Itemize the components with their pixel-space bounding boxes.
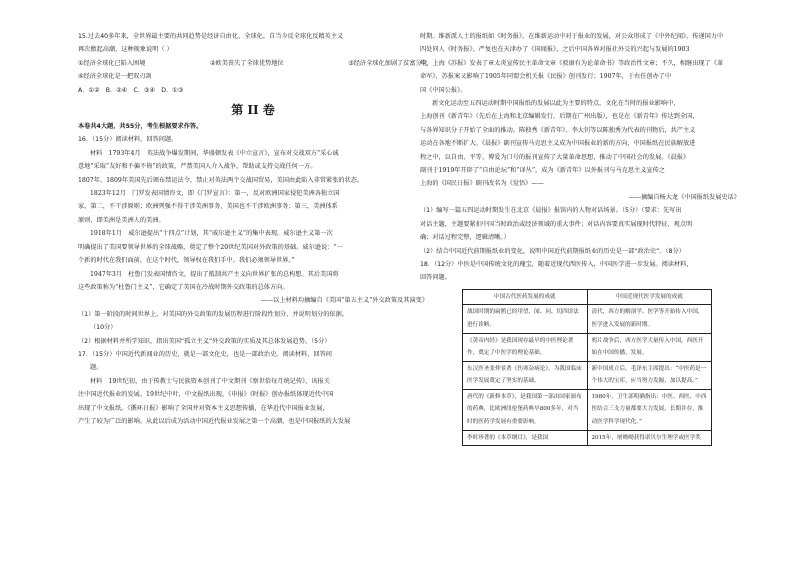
table-cell: 2015年，屠呦呦获得诺贝尔生理学或医学奖 bbox=[587, 430, 712, 446]
table-row bbox=[463, 333, 712, 361]
q16-stem: 16．（15分）阅读材料，回答问题。 bbox=[78, 136, 178, 144]
table-row bbox=[463, 430, 712, 446]
q17-continued-line: 程之中，以自由、平等、博爱为口号的报刊宣传了大量革命思想，推动了中国社会的发展。《晨报》 bbox=[420, 153, 690, 161]
q17-material-line: 产生了较为广泛的影响。从此以后成为活动中国近代报业发展之第一个高潮，也是中国报纸的大发展 bbox=[78, 417, 351, 425]
q16-material-line: 意地”采取“友好和不偏不倚”的政策，严禁美国人介入战争，帮助或支持交战任何一方。 bbox=[78, 163, 317, 171]
q15-option-3: ③经济全球化加剧了贫富分化 bbox=[348, 59, 428, 67]
q17-continued-line: 新文化运动至五四运动时期中国报纸的发展以此为主要的特点，文化在当时的报业影响中， bbox=[432, 100, 680, 108]
q15-stem-line2: 再次掀起高潮，这种现象说明（ ） bbox=[78, 46, 173, 54]
q17-subquestion-1-line2: 对话主题，主题要紧扣中国当时政治或经济领域的重大事件；对话内容要真实展现时代特征，观点明 bbox=[420, 220, 693, 228]
q15-option-4: ④经济全球化是一把双刃剑 bbox=[78, 73, 152, 81]
q17-stem-line1: 17．（15分）中国近代新闻业的历史，就是一部文化史，也是一部政治史。阅读材料，回答问 bbox=[78, 350, 332, 358]
table-cell: 鸦片战争后，西方医学大量传入中国，西医开始在中国传播、发展。 bbox=[587, 333, 712, 361]
q16-subquestion-1: （1）第一阶段的时间世界上，对美国的外交政策的发展历程进行阶段性划分，并说明划分的依据。 bbox=[78, 310, 348, 318]
table-cell: 东汉医圣张仲景著《伤寒杂病论》，为我国临床医学发展奠定了坚实的基础。 bbox=[463, 361, 588, 389]
medicine-table bbox=[462, 289, 712, 447]
table-cell: 1980年，卫生部明确指出：中医、西医、中西医结合三支力量都要大力发展，长期并存，推动医学科学现代化。” bbox=[587, 389, 712, 430]
q17-material-line: 材料 19世纪初，由于传教士与民族资本创刊了中文期刊《察世俗每月统记传》，该报关 bbox=[90, 377, 330, 385]
q17-material-line: 注中国近代报业的发展。19世纪中叶，中文报纸出现，《申报》《时报》创办报纸体现近代中国 bbox=[78, 391, 334, 399]
q17-continued-line: 时期。维新派人士的报纸如《时务报》，在维新运动中对于报业的发展，对公众形成了《中外纪闻》，传递国力中 bbox=[420, 33, 724, 40]
left-column bbox=[78, 30, 428, 428]
table-header-row bbox=[463, 289, 712, 305]
q16-subquestion-1-score: （10分） bbox=[90, 324, 117, 332]
q17-stem-line2: 题。 bbox=[90, 364, 103, 372]
table-row bbox=[463, 361, 712, 389]
q17-subquestion-2: （2）结合中国近代前期报纸业的变化，说明中国近代前期报纸业的历史是一部“政治史”。（8分） bbox=[420, 247, 685, 255]
table-cell: 新中国成立后，毛泽东主席提出：“中医药是一个伟大的宝库，应当努力发掘，加以提高。” bbox=[587, 361, 712, 389]
q16-material-line: 明确提出了美国要领导世界的全球战略，奠定了整个20世纪美国对外政策的基础。威尔逊说：“一 bbox=[78, 243, 343, 251]
q16-material-line: 1918年1月 威尔逊提出“十四点”计划，其“威尔逊主义”的集中表现。威尔逊主义第一次 bbox=[90, 230, 333, 238]
q17-continued-line: 年，上海《苏报》发表了章太炎宣传民主革命文章《驳康有为论革命书》等政治性文章；不久，相继出现了《革 bbox=[420, 59, 724, 67]
q17-subquestion-1-line3: 确；对话过程完整，逻辑清晰。） bbox=[420, 234, 510, 242]
q16-material-line: 1823年12月 门罗发表国情咨文，即《门罗宣言》：第一，反对欧洲国家侵犯美洲各独立国 bbox=[90, 190, 340, 198]
q16-material-line: 家，第二，不干涉原则；欧洲列强不得干涉美洲事务，美国也不干涉欧洲事务；第三，美洲体系 bbox=[78, 203, 338, 211]
q17-continued-line: 上海的《国民日报》副刊改名为《觉悟》—— bbox=[420, 180, 544, 188]
q15-option-1: ①经济全球化已陷入困境 bbox=[78, 59, 146, 67]
table-header: 中国古代医药发展的成就 bbox=[463, 289, 588, 305]
q16-material-line: 这些政策称为“杜鲁门主义”，它确定了美国在冷战时期外交政策的总体方向。 bbox=[78, 283, 289, 291]
table-cell: 《黄帝内经》是我国现存最早的中医理论著作，奠定了中医学的理论基础。 bbox=[463, 333, 588, 361]
table-row bbox=[463, 389, 712, 430]
q17-continued-line: 上海创刊《新青年》（先后在上海和北京编辑发行，后期在广州出版），也是在《新青年》传达到全国， bbox=[420, 113, 699, 121]
table-header: 中国近现代医学发展的成就 bbox=[587, 289, 712, 305]
q17-continued-line: 与各界知识分子开始了全面的推动。陈独秀《新青年》、李大钊等以陈独秀为代表的刊物后，共产主义 bbox=[420, 126, 696, 134]
q17-continued-line: 副刊于1919年开辟了“自由论坛”和“译丛”，成为《新青年》以外报刊与马克思主义宣传之 bbox=[420, 167, 665, 175]
q18-stem-line1: 18．（12分）中医是中国传统文化的瑰宝，随着近现代西医传入，中国医学进一步发展。阅读材料， bbox=[420, 260, 693, 268]
q15-answers: A．①② B．②④ C．③④ D．①③ bbox=[78, 86, 184, 94]
table-cell: 战国时期的扁鹊已经用望、闻、问、切四诊法进行诊断。 bbox=[463, 305, 588, 333]
q16-subquestion-2: （2）根据材料并所学知识，指出美国“孤立主义”外交政策的实质及其总体发展趋势。（5分） bbox=[78, 337, 331, 345]
q16-material-line: 材料 1793年4月 英法战争爆发期间，华盛顿发表《中立宣言》，宣布对交战双方“采心诚 bbox=[90, 149, 339, 157]
q17-material-line: 出现了中文报纸。《循环日报》影响了全国并对资本主义思想传播，在华近代中国报业发展， bbox=[78, 404, 329, 412]
q17-source: ——摘编自杨大龙《中国报纸发展史话》 bbox=[628, 193, 740, 201]
right-column bbox=[420, 30, 740, 446]
q17-continued-line: 命军》，苏报案又影响了1905年同盟会机关报《民报》创刊发行；1907年，于右任创办了中 bbox=[420, 73, 672, 81]
q16-material-line: 原则，即美洲是美洲人的美洲。 bbox=[78, 216, 165, 224]
table-cell: 清代，西方的解剖学、医学等开始传入中国，医学进入发展的新时期。 bbox=[587, 305, 712, 333]
q17-continued-line: 四处同人《时务报》、严复也在天津办了《国闻报》，之后中国各界对报社外交的兴起与发展的1903 bbox=[420, 46, 690, 54]
q15-options-row bbox=[78, 57, 428, 70]
section-title: 第 II 卷 bbox=[231, 103, 275, 118]
table-cell: 李时珍著的《本草纲目》，是我国 bbox=[463, 430, 588, 446]
table-row bbox=[463, 305, 712, 333]
q15-stem-line1: 15.过去40多年来，全世界最主要的共同趋势是经济自由化、全球化。自当今反全球化反精英主义 bbox=[78, 33, 344, 40]
q18-stem-line2: 回答问题。 bbox=[420, 274, 451, 282]
section-note: 本卷共4大题，共55分，考生根据要求作答。 bbox=[78, 123, 203, 131]
q16-source: ——以上材料均摘编自《美国“第五主义”外交政策及其演变》 bbox=[260, 297, 428, 305]
q17-continued-line: 运动在各地不断扩大。《晨报》副刊宣传马克思主义成为中国报业的新的方向，中国报纸在民族解放进 bbox=[420, 140, 696, 148]
table-cell: 唐代的《新修本草》，是我国第一部由国家颁布的药典，比欧洲纽伦堡药典早800多年，对当时的医药学发展有重要影响。 bbox=[463, 389, 588, 430]
q16-material-line: 个新的时代在我们面前，在这个时代，领导权在我们手中。我们必须领导世界。” bbox=[78, 257, 295, 265]
q16-material-line: 1947年3月 杜鲁门发表国情咨文，提出了抵制共产主义向世界扩张的总构想。其后美国将 bbox=[90, 270, 339, 278]
q15-option-2: ②欧美丧失了全球优势地位 bbox=[210, 59, 284, 67]
q17-subquestion-1: （1）编写一篇五四运动时期发生在北京《晨报》报馆内的人物对话场景。（5分）（要求：先写出 bbox=[420, 207, 682, 215]
q16-material-line: 1807年、1809年美国先后颁布禁运法令，禁止对英法两个交战国贸易，美国由此陷入非常紧张的状态。 bbox=[78, 176, 364, 184]
q17-continued-line: 国《中国公报》。 bbox=[420, 86, 467, 94]
